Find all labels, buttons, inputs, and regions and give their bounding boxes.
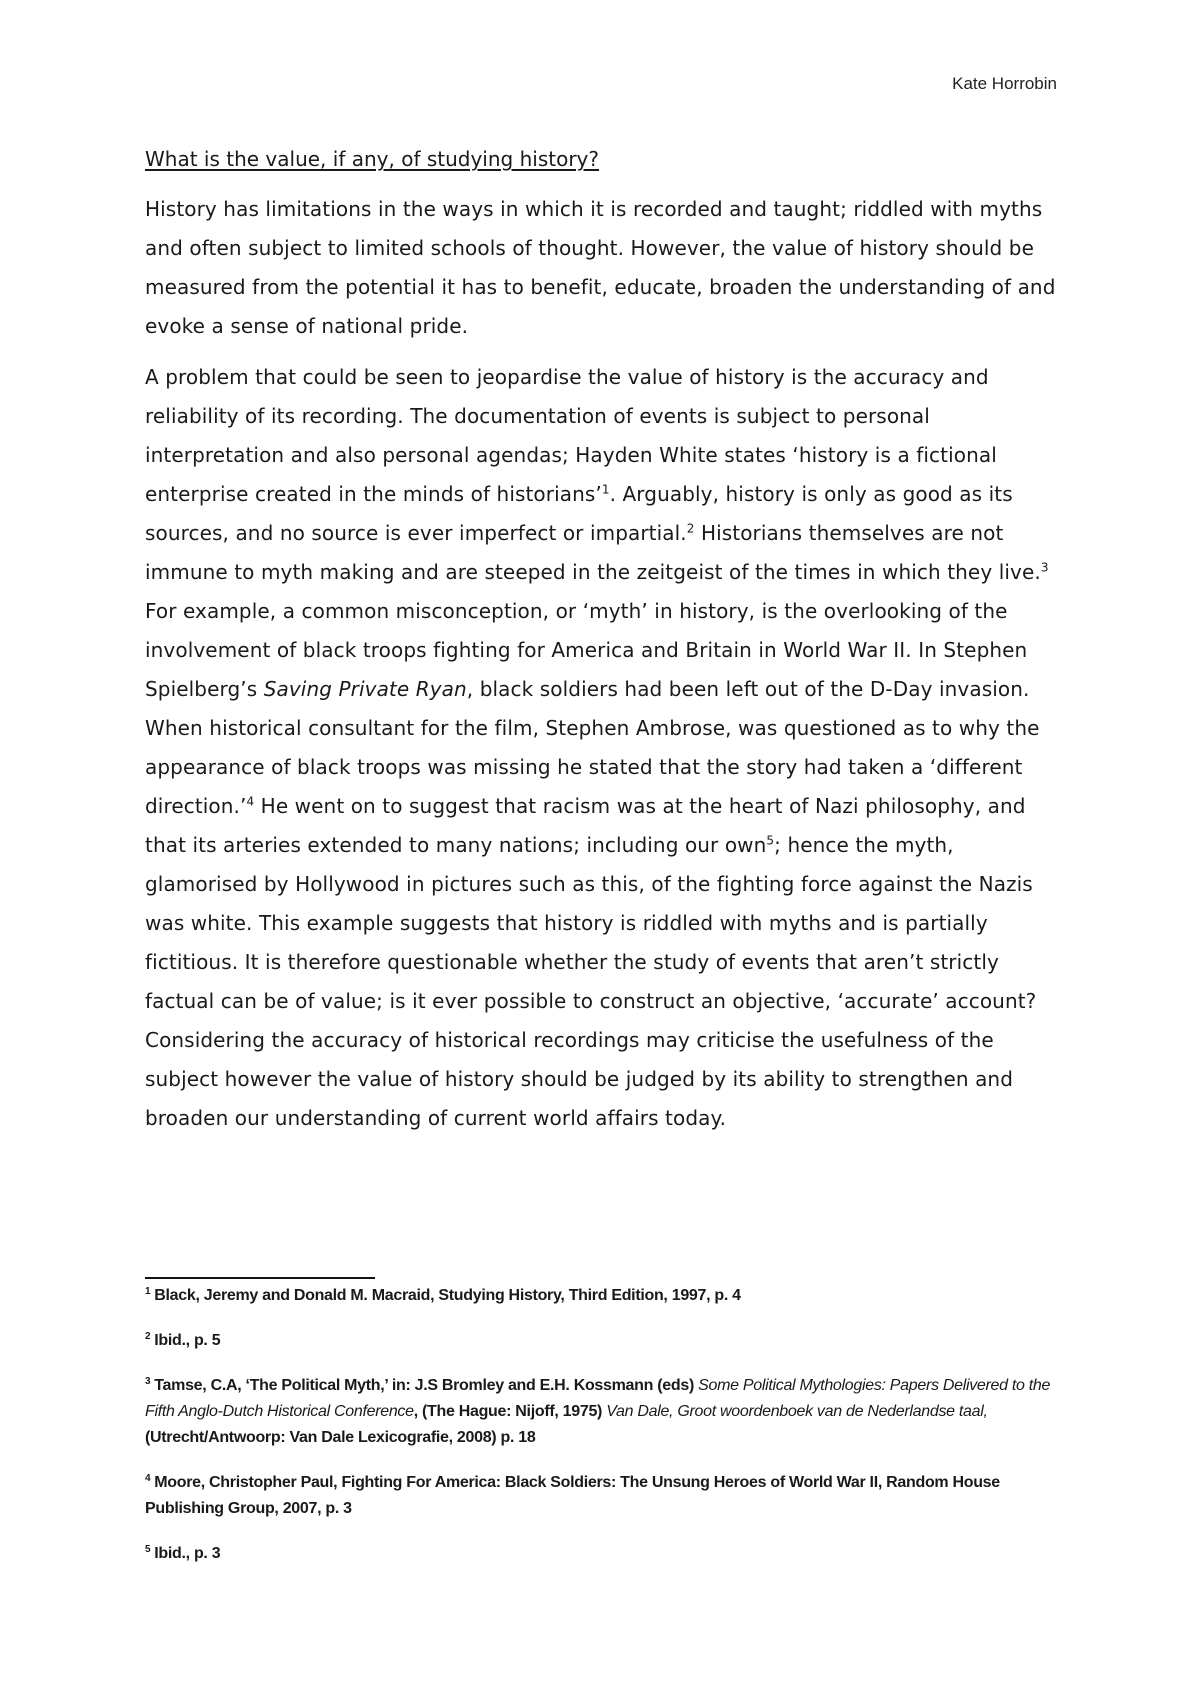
film-title: Saving Private Ryan xyxy=(263,677,467,701)
footnote-5 xyxy=(145,1541,1070,1567)
essay-body xyxy=(145,142,1070,1150)
footnote-text: Moore, Christopher Paul, Fighting For America: Black Soldiers: The Unsung Heroes of World War II, Random House Publishing Group, 2007, p. 3 xyxy=(145,1474,1000,1517)
footnote-text: Black, Jeremy and Donald M. Macraid, Studying History, Third Edition, 1997, p. 4 xyxy=(154,1287,741,1304)
footnote-number: 3 xyxy=(145,1375,151,1387)
footnote-text: Tamse, C.A, ‘The Political Myth,’ in: J.S Bromley and E.H. Kossmann (eds) xyxy=(154,1377,699,1394)
header-author-name: Kate Horrobin xyxy=(952,74,1057,93)
paragraph-text: . Arguably, history is only as good as its sources, and no source is ever imperfect or impartial. xyxy=(145,482,1013,545)
footnote-book-title: Some Political Mythologies: Papers Delivered to the Fifth Anglo-Dutch Historical Conference xyxy=(145,1377,1051,1420)
paragraph-text: A problem that could be seen to jeopardise the value of history is the accuracy and reliability of its recording. The documentation of events is subject to personal interpretation and also personal agendas; Hayden White states ‘history is a fictional enterprise created in the minds of historians’ xyxy=(145,365,997,506)
footnote-text: Ibid., p. 5 xyxy=(154,1332,221,1349)
essay-title: What is the value, if any, of studying history? xyxy=(145,147,599,171)
footnotes-section xyxy=(145,1283,1070,1586)
footnote-2 xyxy=(145,1328,1070,1354)
footnote-separator xyxy=(145,1277,375,1279)
footnote-ref-1[interactable]: 1 xyxy=(601,482,610,497)
paragraph-intro: History has limitations in the ways in which it is recorded and taught; riddled with myths and often subject to limited schools of thought. However, the value of history should be measured from the potential it has to benefit, educate, broaden the understanding of and evoke a sense of national pride. xyxy=(145,197,1056,338)
paragraph-main xyxy=(145,358,1070,1138)
paragraph-text: Historians themselves are not immune to myth making and are steeped in the zeitgeist of the times in which they live. xyxy=(145,521,1041,584)
footnote-text: , (The Hague: Nijoff, 1975) xyxy=(413,1403,607,1420)
footnote-3 xyxy=(145,1373,1070,1451)
paragraph-text: ; hence the myth, glamorised by Hollywood in pictures such as this, of the fighting force against the Nazis was white. This example suggests that history is riddled with myths and is partially fictitious. It is therefore questionable whether the study of events that aren’t strictly factual can be of value; is it ever possible to construct an objective, ‘accurate’ account? Considering the accuracy of historical recordings may criticise the usefulness of the subject however the value of history should be judged by its ability to strengthen and broaden our understanding of current world affairs today. xyxy=(145,833,1037,1130)
footnote-ref-4[interactable]: 4 xyxy=(246,794,255,809)
footnote-ref-5[interactable]: 5 xyxy=(766,833,775,848)
paragraph-text: He went on to suggest that racism was at the heart of Nazi philosophy, and that its arteries extended to many nations; including our own xyxy=(145,794,1026,857)
footnote-text: (Utrecht/Antwoorp: Van Dale Lexicografie, 2008) p. 18 xyxy=(145,1429,536,1446)
paragraph-text: For example, a common misconception, or ‘myth’ in history, is the overlooking of the involvement of black troops fighting for America and Britain in World War II. In Stephen Spielberg’s xyxy=(145,599,1028,701)
footnote-book-title: Van Dale, Groot woordenboek van de Nederlandse taal, xyxy=(606,1403,988,1420)
footnote-ref-2[interactable]: 2 xyxy=(686,521,695,536)
footnote-1 xyxy=(145,1283,1070,1309)
footnote-text: Ibid., p. 3 xyxy=(154,1545,221,1562)
footnote-number: 5 xyxy=(145,1543,151,1555)
footnote-4 xyxy=(145,1470,1070,1522)
paragraph-text: , black soldiers had been left out of the D-Day invasion. When historical consultant for the film, Stephen Ambrose, was questioned as to why the appearance of black troops was missing he stated that the story had taken a ‘different direction.’ xyxy=(145,677,1040,818)
footnote-number: 4 xyxy=(145,1472,151,1484)
footnote-number: 2 xyxy=(145,1330,151,1342)
footnote-number: 1 xyxy=(145,1285,151,1297)
footnote-ref-3[interactable]: 3 xyxy=(1040,560,1049,575)
